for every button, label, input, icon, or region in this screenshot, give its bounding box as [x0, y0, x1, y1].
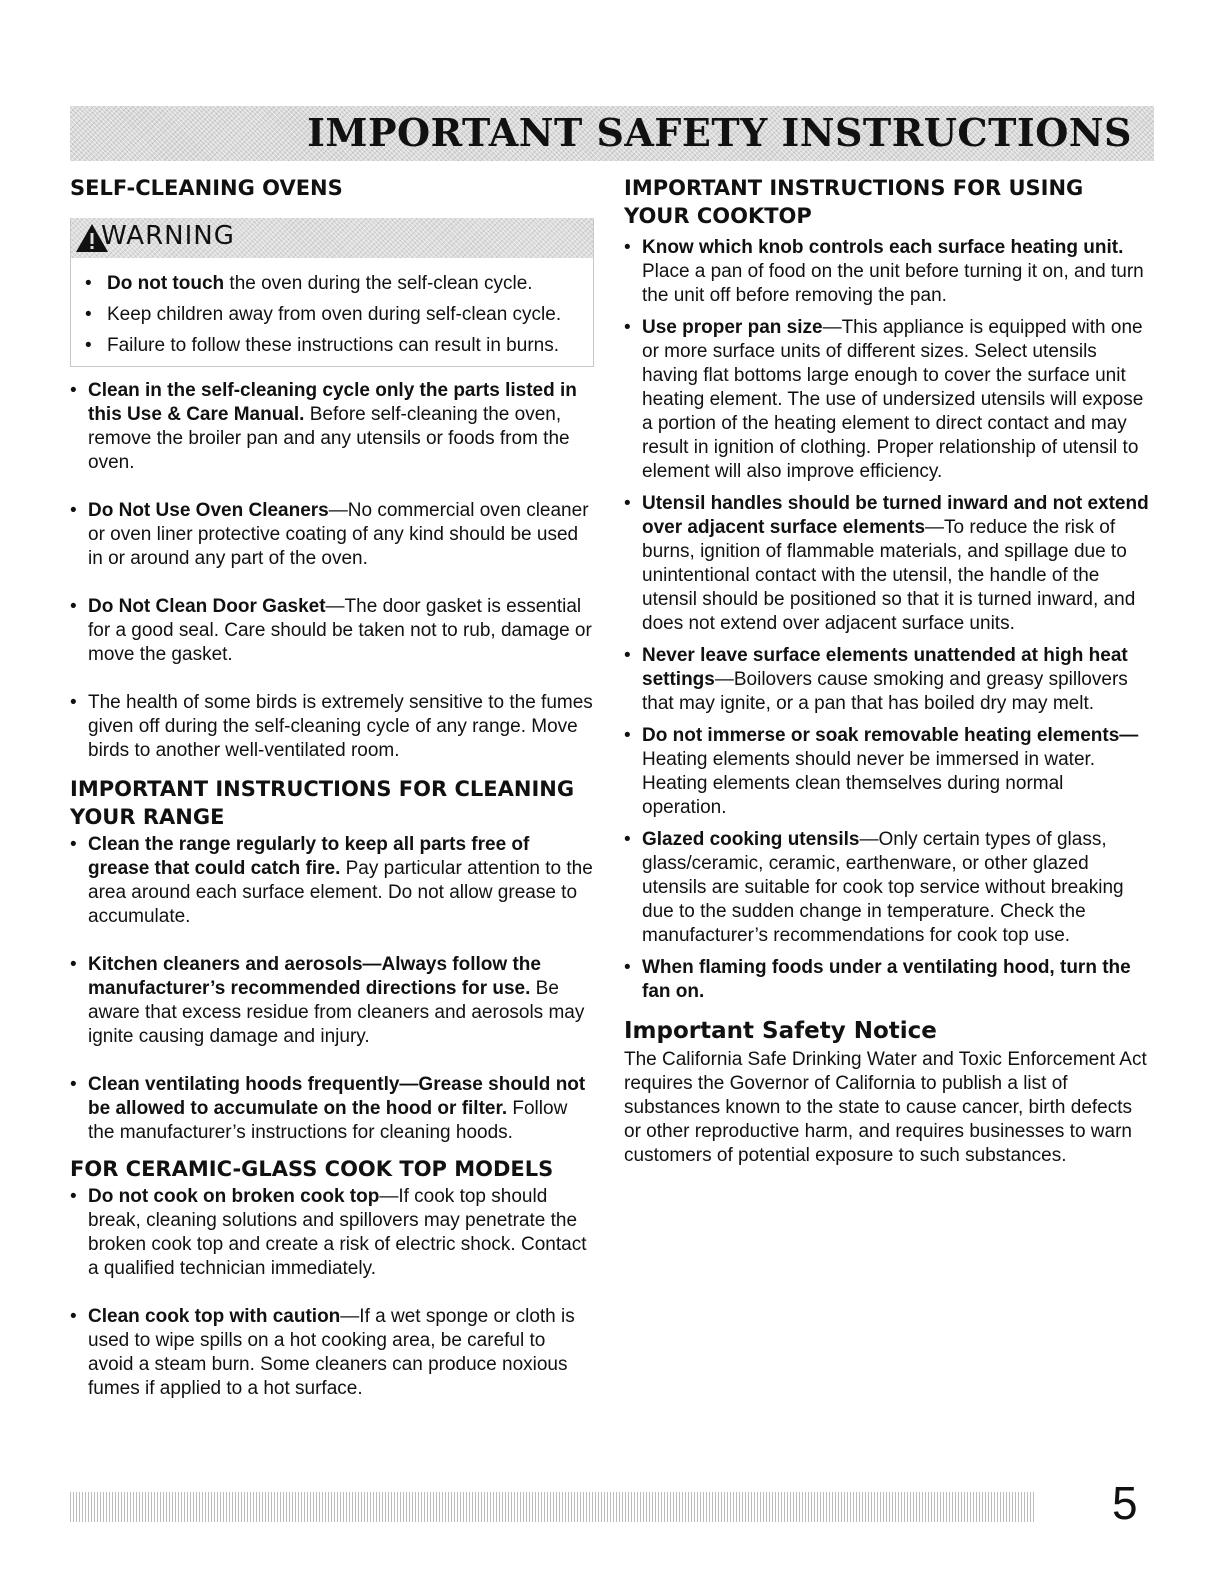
list-item: • Do not cook on broken cook top—If cook top should break, cleaning solutions and spillovers may penetrate the broken cook top and create a risk of electric shock. Contact a qualified technician immediately.: [70, 1185, 594, 1281]
left-column: [70, 174, 594, 1401]
warning-item: • Failure to follow these instructions can result in burns.: [85, 330, 593, 361]
page-number: 5: [1112, 1477, 1138, 1529]
list-item: • Utensil handles should be turned inward and not extend over adjacent surface elements—To reduce the risk of burns, ignition of flammable materials, and spillage due to unintentional contact with the utensil, the handle of the utensil should be positioned so that it is turned inward, and does not extend over adjacent surface units.: [624, 492, 1152, 636]
list-item: • When flaming foods under a ventilating hood, turn the fan on.: [624, 956, 1152, 1004]
title-banner: [70, 106, 1154, 161]
list-item: • Do Not Clean Door Gasket—The door gasket is essential for a good seal. Care should be taken not to rub, damage or move the gasket.: [70, 595, 594, 667]
section-heading-cooktop: IMPORTANT INSTRUCTIONS FOR USING YOUR COOKTOP: [624, 176, 1084, 228]
list-item: • Clean ventilating hoods frequently—Grease should not be allowed to accumulate on the hood or filter. Follow the manufacturer’s instructions for cleaning hoods.: [70, 1073, 594, 1145]
list-item: • Never leave surface elements unattended at high heat settings—Boilovers cause smoking and greasy spillovers that may ignite, or a pan that has boiled dry may melt.: [624, 644, 1152, 716]
section-heading-ceramic-glass: FOR CERAMIC-GLASS COOK TOP MODELS: [70, 1157, 554, 1181]
right-column: [624, 174, 1152, 1168]
warning-header: [71, 218, 593, 258]
section-heading-cleaning-range: IMPORTANT INSTRUCTIONS FOR CLEANING YOUR RANGE: [70, 777, 575, 829]
list-item: • Clean in the self-cleaning cycle only the parts listed in this Use & Care Manual. Before self-cleaning the oven, remove the broiler pan and any utensils or foods from the oven.: [70, 379, 594, 475]
list-item: • The health of some birds is extremely sensitive to the fumes given off during the self-cleaning cycle of any range. Move birds to another well-ventilated room.: [70, 691, 594, 763]
list-item: • Kitchen cleaners and aerosols—Always follow the manufacturer’s recommended directions for use. Be aware that excess residue from cleaners and aerosols may ignite causing damage and injury.: [70, 953, 594, 1049]
list-item: • Use proper pan size—This appliance is equipped with one or more surface units of different sizes. Select utensils having flat bottoms large enough to cover the surface unit heating element. The use of undersized utensils will expose a portion of the heating element to direct contact and may result in ignition of clothing. Proper relationship of utensil to element will also improve efficiency.: [624, 316, 1152, 484]
warning-list: [71, 258, 593, 361]
list-item: • Clean the range regularly to keep all parts free of grease that could catch fire. Pay particular attention to the area around each surface element. Do not allow grease to accumulate.: [70, 833, 594, 929]
warning-box: [70, 218, 594, 367]
list-item: • Do Not Use Oven Cleaners—No commercial oven cleaner or oven liner protective coating of any kind should be used in or around any part of the oven.: [70, 499, 594, 571]
safety-notice-text: The California Safe Drinking Water and Toxic Enforcement Act requires the Governor of California to publish a list of substances known to the state to cause cancer, birth defects or other reproductive harm, and requires businesses to warn customers of potential exposure to such substances.: [624, 1049, 1147, 1166]
warning-item: • Do not touch the oven during the self-clean cycle.: [85, 268, 593, 299]
section-heading-safety-notice: Important Safety Notice: [624, 1018, 937, 1044]
list-item: • Do not immerse or soak removable heating elements—Heating elements should never be immersed in water. Heating elements clean themselves during normal operation.: [624, 724, 1152, 820]
page-title: IMPORTANT SAFETY INSTRUCTIONS: [307, 110, 1132, 155]
footer-bar: [70, 1492, 1036, 1522]
warning-label: WARNING: [101, 221, 235, 251]
section-heading-self-cleaning: SELF-CLEANING OVENS: [70, 176, 343, 200]
warning-item: • Keep children away from oven during self-clean cycle.: [85, 299, 593, 330]
list-item: • Clean cook top with caution—If a wet sponge or cloth is used to wipe spills on a hot cooking area, be careful to avoid a steam burn. Some cleaners can produce noxious fumes if applied to a hot surface.: [70, 1305, 594, 1401]
list-item: • Glazed cooking utensils—Only certain types of glass, glass/ceramic, ceramic, earthenware, or other glazed utensils are suitable for cook top service without breaking due to the sudden change in temperature. Check the manufacturer’s recommendations for cook top use.: [624, 828, 1152, 948]
list-item: • Know which knob controls each surface heating unit. Place a pan of food on the unit before turning it on, and turn the unit off before removing the pan.: [624, 236, 1152, 308]
